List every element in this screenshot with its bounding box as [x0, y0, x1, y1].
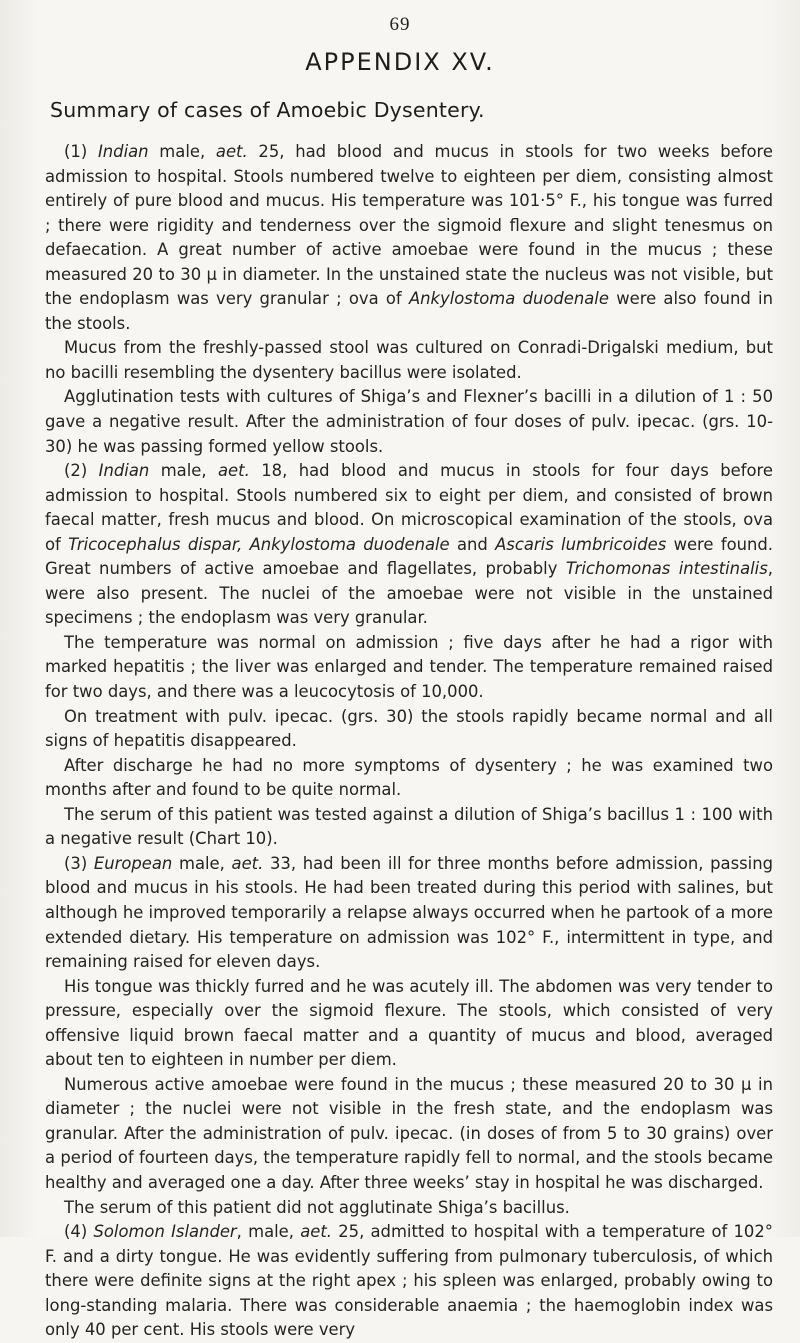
- text-run: were found. Great numbers of active amoebae and flagellates, probably: [45, 534, 774, 579]
- italic-text: Trichomonas intestinalis: [565, 559, 768, 579]
- italic-text: aet.: [231, 853, 264, 873]
- text-run: (3): [64, 853, 94, 873]
- text-run: male,: [148, 142, 216, 161]
- italic-text: Ascaris lumbricoides: [495, 534, 667, 554]
- italic-text: Indian: [97, 142, 149, 161]
- italic-text: Solomon Islander: [93, 1222, 237, 1242]
- summary-title: Summary of cases of Amoebic Dysentery.: [50, 98, 485, 122]
- paragraph: [45, 754, 773, 803]
- paragraph: [45, 852, 773, 975]
- appendix-title: APPENDIX XV.: [305, 48, 495, 76]
- text-run: Agglutination tests with cultures of Shiga’s and Flexner’s bacilli in a dilution of 1 : 50 gave a negative result. After the administration of four doses of pulv. ipecac. (grs. 10-30) he was passing formed yellow stools.: [45, 387, 773, 456]
- text-run: male,: [172, 853, 232, 873]
- italic-text: European: [93, 853, 173, 873]
- paragraph: [45, 459, 773, 631]
- text-run: 33, had been ill for three months before admission, passing blood and mucus in his stools. He had been treated during this period with salines, but although he improved temporarily a relapse always occurred when he partook of a more extended dietary. His temperature on admission was 102° F., intermittent in type, and remaining raised for eleven days.: [45, 853, 773, 972]
- italic-text: aet.: [215, 142, 248, 161]
- text-run: The temperature was normal on admission ; five days after he had a rigor with marked hepatitis ; the liver was enlarged and tender. The temperature remained raised for two days, and there was a leucocytosis of 10,000.: [45, 632, 773, 702]
- text-run: (2): [64, 461, 99, 481]
- italic-text: Indian: [98, 461, 150, 481]
- paragraph: [45, 975, 773, 1073]
- text-run: (4): [64, 1222, 94, 1242]
- paragraph: [45, 140, 773, 336]
- paragraph: [45, 631, 773, 705]
- text-run: The serum of this patient did not agglutinate Shiga’s bacillus.: [64, 1197, 570, 1217]
- text-run: male,: [149, 461, 219, 481]
- paragraph: [45, 385, 773, 459]
- text-run: , were also present. The nuclei of the amoebae were not visible in the unstained specimens ; the endoplasm was very granular.: [45, 559, 773, 628]
- text-run: (1): [64, 142, 98, 161]
- text-run: 25, had blood and mucus in stools for two weeks before admission to hospital. Stools numbered twelve to eighteen per diem, consisting almost entirely of pure blood and mucus. His temperature was 101·5° F., his tongue was furred ; there were rigidity and tenderness over the sigmoid flexure and slight tenesmus on defaecation. A great number of active amoebae were found in the mucus ; these measured 20 to 30 µ in diameter. In the unstained state the nucleus was not visible, but the endoplasm was very granular ; ova of: [45, 142, 773, 309]
- text-run: , male,: [236, 1222, 301, 1242]
- text-run: and: [449, 534, 496, 554]
- text-run: Mucus from the freshly-passed stool was cultured on Conradi-Drigalski medium, but no bacilli resembling the dysentery bacillus were isolated.: [45, 338, 773, 382]
- text-run: 25, admitted to hospital with a temperature of 102° F. and a dirty tongue. He was evidently suffering from pulmonary tuberculosis, of which there were definite signs at the right apex ; his spleen was enlarged, probably owing to long-standing malaria. There was considerable anaemia ; the haemoglobin index was only 40 per cent. His stools were very: [45, 1222, 773, 1340]
- text-run: The serum of this patient was tested against a dilution of Shiga’s bacillus 1 : 100 with a negative result (Chart 10).: [45, 804, 773, 849]
- text-run: His tongue was thickly furred and he was acutely ill. The abdomen was very tender to pressure, especially over the sigmoid flexure. The stools, which consisted of very offensive liquid brown faecal matter and a quantity of mucus and blood, averaged about ten to eighteen in number per diem.: [45, 976, 773, 1070]
- text-run: 18, had blood and mucus in stools for four days before admission to hospital. Stools numbered six to eight per diem, and consisted of brown faecal matter, fresh mucus and blood. On microscopical examination of the stools, ova of: [45, 461, 773, 554]
- text-run: were also found in the stools.: [45, 289, 773, 333]
- italic-text: Tricocephalus dispar, Ankylostoma duodenale: [68, 534, 450, 554]
- paragraph: [45, 1073, 773, 1196]
- text-run: On treatment with pulv. ipecac. (grs. 30) the stools rapidly became normal and all signs of hepatitis disappeared.: [45, 706, 773, 751]
- italic-text: aet.: [300, 1222, 332, 1242]
- paragraph: [45, 1220, 773, 1343]
- paragraph: [45, 1196, 773, 1221]
- paragraph: [45, 803, 773, 852]
- italic-text: aet.: [218, 461, 250, 481]
- paragraph: [45, 336, 773, 385]
- page-number: 69: [389, 14, 411, 35]
- paragraph: [45, 705, 773, 754]
- case-summaries-body: [45, 140, 773, 1343]
- text-run: Numerous active amoebae were found in the mucus ; these measured 20 to 30 µ in diameter ; the nuclei were not visible in the fresh state, and the endoplasm was granular. After the administration of pulv. ipecac. (in doses of from 5 to 30 grains) over a period of fourteen days, the temperature rapidly fell to normal, and the stools became healthy and averaged one a day. After three weeks’ stay in hospital he was discharged.: [45, 1074, 773, 1192]
- text-run: After discharge he had no more symptoms of dysentery ; he was examined two months after and found to be quite normal.: [45, 755, 773, 800]
- italic-text: Ankylostoma duodenale: [408, 289, 609, 309]
